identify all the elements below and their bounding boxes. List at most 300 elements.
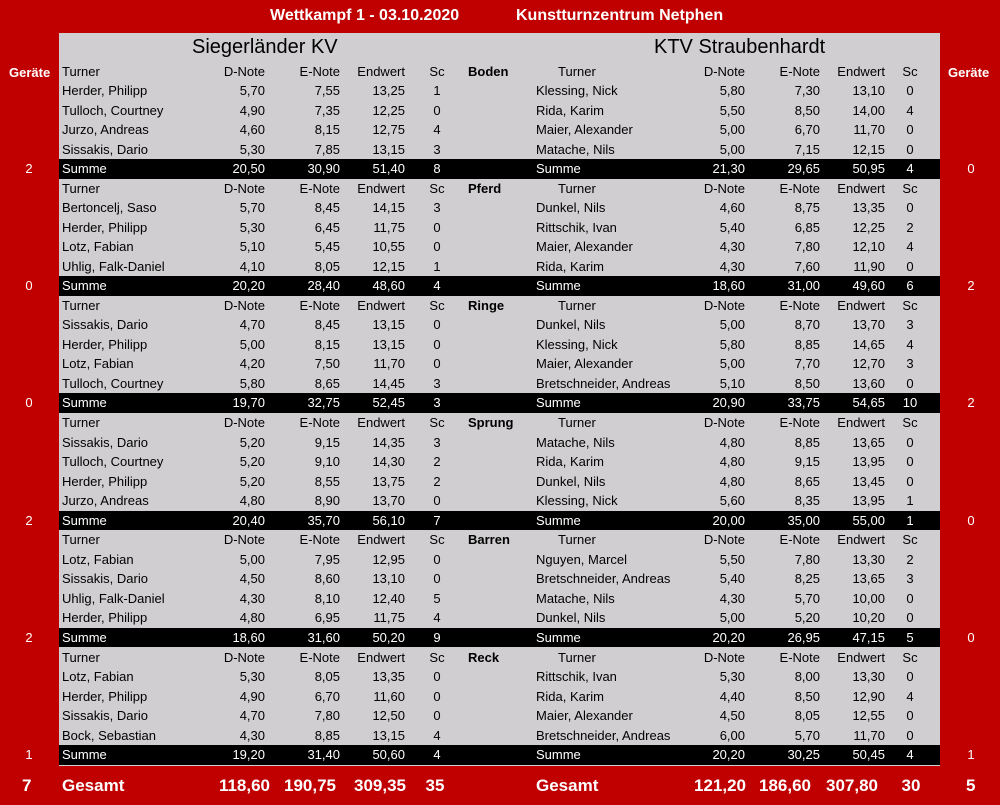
apparatus-points-right: 0 — [967, 161, 975, 176]
sc-right: 4 — [906, 336, 914, 352]
sc-left: 0 — [433, 102, 441, 118]
gymnast-row — [59, 550, 940, 570]
col-turner-left: Turner — [62, 649, 100, 665]
dnote-right: 5,00 — [719, 356, 745, 372]
gymnast-name-right: Matache, Nils — [536, 590, 615, 606]
apparatus-points-right: 2 — [967, 278, 975, 294]
enote-right: 8,25 — [794, 571, 820, 587]
enote-right: 6,70 — [794, 122, 820, 137]
gymnast-name-right: Bretschneider, Andreas — [536, 571, 671, 587]
gymnast-name-left: Jurzo, Andreas — [62, 122, 149, 137]
gymnast-name-left: Lotz, Fabian — [62, 551, 134, 567]
endwert-right: 12,15 — [852, 141, 885, 157]
apparatus-points-right: 2 — [967, 395, 975, 411]
sc-left: 0 — [433, 551, 441, 567]
dnote-left: 4,20 — [239, 356, 265, 372]
col-dnote-left: D-Note — [223, 63, 265, 79]
sc-right: 3 — [906, 356, 914, 372]
endwert-left: 12,95 — [372, 551, 405, 567]
sc-right: 0 — [906, 669, 914, 684]
gymnast-name-right: Matache, Nils — [536, 434, 615, 450]
sc-left: 0 — [433, 239, 441, 255]
gymnast-row — [59, 706, 940, 726]
sc-right: 2 — [906, 219, 914, 235]
endwert-right: 13,35 — [852, 200, 885, 216]
endwert-left: 12,15 — [372, 258, 405, 274]
gymnast-name-left: Lotz, Fabian — [62, 669, 134, 684]
sc-right: 0 — [906, 708, 914, 723]
dnote-right: 4,30 — [719, 239, 745, 255]
sc-left: 3 — [433, 200, 441, 216]
col-sc-right: Sc — [902, 532, 918, 548]
enote-right: 7,60 — [794, 258, 820, 274]
col-turner-right: Turner — [558, 63, 596, 79]
apparatus-name: Reck — [468, 649, 500, 665]
gymnast-name-left: Herder, Philipp — [62, 83, 148, 98]
gymnast-name-left: Herder, Philipp — [62, 219, 148, 235]
col-dnote-right: D-Note — [703, 649, 745, 665]
gymnast-name-right: Rittschik, Ivan — [536, 219, 617, 235]
dnote-left: 5,30 — [239, 669, 265, 684]
apparatus-points-right: 1 — [967, 747, 975, 762]
gymnast-name-left: Lotz, Fabian — [62, 356, 134, 372]
gymnast-name-left: Uhlig, Falk-Daniel — [62, 590, 165, 606]
apparatus-name: Barren — [468, 532, 510, 548]
col-endwert-left: Endwert — [357, 649, 405, 665]
sc-left: 0 — [433, 708, 441, 723]
dnote-left: 4,10 — [239, 258, 265, 274]
dnote-right: 5,00 — [719, 610, 745, 626]
gymnast-row — [59, 726, 940, 746]
gymnast-name-left: Bertoncelj, Saso — [62, 200, 157, 216]
col-sc-left: Sc — [429, 63, 445, 79]
gymnast-name-left: Sissakis, Dario — [62, 571, 148, 587]
endwert-left: 13,15 — [372, 336, 405, 352]
total-left-sc: 35 — [425, 776, 445, 795]
gymnast-name-right: Klessing, Nick — [536, 83, 618, 98]
endwert-left: 13,15 — [372, 317, 405, 333]
enote-right: 8,65 — [794, 473, 820, 489]
col-enote-left: E-Note — [299, 63, 340, 79]
sc-right: 0 — [906, 473, 914, 489]
dnote-left: 5,20 — [239, 454, 265, 470]
enote-right: 8,85 — [794, 434, 820, 450]
gymnast-name-left: Herder, Philipp — [62, 688, 148, 704]
endwert-left: 12,25 — [372, 102, 405, 118]
col-dnote-right: D-Note — [703, 180, 745, 196]
dnote-left: 5,70 — [239, 83, 265, 98]
enote-right: 5,70 — [794, 727, 820, 743]
endwert-right: 13,10 — [852, 83, 885, 98]
enote-left: 9,15 — [314, 434, 340, 450]
col-dnote-left: D-Note — [223, 415, 265, 431]
col-dnote-right: D-Note — [703, 297, 745, 313]
enote-left: 8,45 — [314, 200, 340, 216]
sum-endwert-left: 56,10 — [372, 512, 405, 528]
col-turner-left: Turner — [62, 415, 100, 431]
column-header-row — [59, 296, 940, 316]
sum-dnote-left: 18,60 — [232, 629, 265, 645]
enote-left: 8,55 — [314, 473, 340, 489]
gymnast-name-right: Maier, Alexander — [536, 239, 633, 255]
apparatus-points-left: 1 — [25, 747, 33, 762]
enote-right: 7,80 — [794, 239, 820, 255]
total-right-sc: 30 — [901, 776, 921, 795]
dnote-right: 4,30 — [719, 258, 745, 274]
gymnast-name-right: Dunkel, Nils — [536, 610, 606, 626]
dnote-left: 5,00 — [239, 336, 265, 352]
enote-left: 6,95 — [314, 610, 340, 626]
sum-dnote-right: 20,90 — [712, 395, 745, 411]
sum-endwert-right: 55,00 — [852, 512, 885, 528]
endwert-left: 13,35 — [372, 669, 405, 684]
dnote-right: 5,40 — [719, 571, 745, 587]
endwert-left: 14,30 — [372, 454, 405, 470]
col-sc-right: Sc — [902, 649, 918, 665]
dnote-right: 5,80 — [719, 83, 745, 98]
sc-right: 0 — [906, 590, 914, 606]
enote-right: 8,00 — [794, 669, 820, 684]
endwert-left: 12,75 — [372, 122, 405, 137]
col-turner-right: Turner — [558, 415, 596, 431]
sum-enote-left: 35,70 — [307, 512, 340, 528]
sc-right: 0 — [906, 434, 914, 450]
gymnast-name-right: Nguyen, Marcel — [536, 551, 628, 567]
col-endwert-right: Endwert — [837, 63, 885, 79]
dnote-left: 4,50 — [239, 571, 265, 587]
endwert-right: 13,70 — [852, 317, 885, 333]
sc-left: 1 — [433, 83, 441, 98]
endwert-right: 13,95 — [852, 493, 885, 509]
column-header-row — [59, 648, 940, 668]
column-header-row — [59, 530, 940, 550]
dnote-right: 5,60 — [719, 493, 745, 509]
sum-dnote-right: 21,30 — [712, 161, 745, 176]
dnote-right: 4,80 — [719, 454, 745, 470]
col-turner-right: Turner — [558, 180, 596, 196]
dnote-right: 4,40 — [719, 688, 745, 704]
col-endwert-left: Endwert — [357, 180, 405, 196]
gymnast-name-right: Matache, Nils — [536, 141, 615, 157]
dnote-left: 5,00 — [239, 551, 265, 567]
col-enote-right: E-Note — [779, 180, 820, 196]
enote-right: 8,85 — [794, 336, 820, 352]
endwert-left: 13,70 — [372, 493, 405, 509]
sum-row — [59, 393, 940, 413]
endwert-left: 13,25 — [372, 83, 405, 98]
endwert-left: 14,45 — [372, 375, 405, 391]
sc-left: 3 — [433, 375, 441, 391]
col-endwert-right: Endwert — [837, 415, 885, 431]
total-right-e: 186,60 — [759, 776, 811, 795]
sum-dnote-right: 20,20 — [712, 747, 745, 762]
enote-left: 7,80 — [314, 708, 340, 723]
gymnast-name-right: Maier, Alexander — [536, 356, 633, 372]
col-enote-right: E-Note — [779, 649, 820, 665]
gymnast-name-left: Herder, Philipp — [62, 473, 148, 489]
endwert-right: 12,10 — [852, 239, 885, 255]
apparatus-points-right: 0 — [967, 629, 975, 645]
enote-left: 8,10 — [314, 590, 340, 606]
gymnast-row — [59, 101, 940, 121]
enote-left: 6,70 — [314, 688, 340, 704]
col-sc-left: Sc — [429, 297, 445, 313]
col-enote-left: E-Note — [299, 532, 340, 548]
enote-right: 8,50 — [794, 102, 820, 118]
sum-enote-right: 29,65 — [787, 161, 820, 176]
gymnast-name-right: Bretschneider, Andreas — [536, 727, 671, 743]
sum-enote-left: 31,60 — [307, 629, 340, 645]
sum-sc-left: 7 — [433, 512, 441, 528]
gymnast-name-right: Klessing, Nick — [536, 493, 618, 509]
dnote-left: 4,60 — [239, 122, 265, 137]
dnote-right: 5,50 — [719, 102, 745, 118]
dnote-right: 5,80 — [719, 336, 745, 352]
sum-endwert-right: 47,15 — [852, 629, 885, 645]
dnote-left: 4,90 — [239, 102, 265, 118]
gymnast-row — [59, 81, 940, 101]
column-header-row — [59, 62, 940, 82]
col-turner-right: Turner — [558, 532, 596, 548]
sum-enote-left: 28,40 — [307, 278, 340, 294]
column-header-row — [59, 413, 940, 433]
endwert-left: 14,15 — [372, 200, 405, 216]
sc-left: 4 — [433, 122, 441, 137]
endwert-right: 11,70 — [853, 122, 885, 137]
dnote-left: 4,30 — [239, 727, 265, 743]
dnote-left: 4,80 — [239, 610, 265, 626]
dnote-right: 5,00 — [719, 141, 745, 157]
enote-left: 8,45 — [314, 317, 340, 333]
endwert-left: 13,75 — [372, 473, 405, 489]
gymnast-name-left: Lotz, Fabian — [62, 239, 134, 255]
gymnast-name-right: Maier, Alexander — [536, 122, 633, 137]
gymnast-name-right: Rida, Karim — [536, 102, 604, 118]
apparatus-points-left: 2 — [25, 512, 33, 528]
gymnast-name-right: Dunkel, Nils — [536, 473, 606, 489]
endwert-left: 12,50 — [372, 708, 405, 723]
col-enote-left: E-Note — [299, 415, 340, 431]
sum-endwert-right: 50,45 — [852, 747, 885, 762]
gymnast-name-left: Sissakis, Dario — [62, 434, 148, 450]
col-enote-left: E-Note — [299, 297, 340, 313]
enote-left: 7,55 — [314, 83, 340, 98]
endwert-right: 12,25 — [852, 219, 885, 235]
dnote-right: 4,30 — [719, 590, 745, 606]
apparatus-name: Sprung — [468, 415, 514, 431]
col-dnote-left: D-Note — [223, 297, 265, 313]
dnote-right: 4,80 — [719, 473, 745, 489]
enote-left: 8,85 — [314, 727, 340, 743]
sum-label-left: Summe — [62, 161, 107, 176]
gymnast-name-left: Tulloch, Courtney — [62, 454, 164, 470]
dnote-left: 5,30 — [239, 219, 265, 235]
col-dnote-left: D-Note — [223, 649, 265, 665]
endwert-right: 13,30 — [852, 551, 885, 567]
gymnast-name-right: Rittschik, Ivan — [536, 669, 617, 684]
endwert-right: 13,95 — [852, 454, 885, 470]
col-turner-left: Turner — [62, 297, 100, 313]
enote-left: 8,15 — [314, 336, 340, 352]
endwert-right: 11,70 — [853, 727, 885, 743]
col-turner-left: Turner — [62, 180, 100, 196]
total-label-left: Gesamt — [62, 776, 125, 795]
header-bar — [0, 0, 1000, 33]
apparatus-points-left: 0 — [25, 395, 33, 411]
sc-right: 0 — [906, 83, 914, 98]
gymnast-name-right: Dunkel, Nils — [536, 200, 606, 216]
sum-endwert-left: 52,45 — [372, 395, 405, 411]
sum-endwert-right: 54,65 — [852, 395, 885, 411]
col-enote-right: E-Note — [779, 415, 820, 431]
sc-right: 0 — [906, 141, 914, 157]
dnote-left: 4,80 — [239, 493, 265, 509]
enote-right: 5,70 — [794, 590, 820, 606]
sum-sc-right: 1 — [906, 512, 914, 528]
col-turner-right: Turner — [558, 649, 596, 665]
apparatus-points-left: 2 — [25, 629, 33, 645]
col-sc-right: Sc — [902, 180, 918, 196]
col-dnote-right: D-Note — [703, 63, 745, 79]
sum-row — [59, 511, 940, 531]
sum-endwert-right: 49,60 — [852, 278, 885, 294]
gymnast-name-right: Bretschneider, Andreas — [536, 375, 671, 391]
sc-left: 0 — [433, 336, 441, 352]
gymnast-row — [59, 452, 940, 472]
apparatus-name: Ringe — [468, 297, 505, 313]
enote-right: 7,80 — [794, 551, 820, 567]
sc-left: 0 — [433, 688, 441, 704]
total-right-d: 121,20 — [694, 776, 746, 795]
sum-row — [59, 628, 940, 648]
dnote-right: 4,50 — [719, 708, 745, 723]
sum-enote-right: 35,00 — [787, 512, 820, 528]
total-right-end: 307,80 — [826, 776, 878, 795]
col-enote-right: E-Note — [779, 63, 820, 79]
gymnast-row — [59, 335, 940, 355]
gymnast-row — [59, 140, 940, 160]
gymnast-row — [59, 120, 940, 140]
sum-sc-left: 9 — [433, 629, 441, 645]
sum-dnote-left: 20,50 — [232, 161, 265, 176]
sum-endwert-left: 50,60 — [372, 747, 405, 762]
sum-label-right: Summe — [536, 161, 581, 176]
col-sc-right: Sc — [902, 63, 918, 79]
sc-left: 3 — [433, 434, 441, 450]
sum-label-left: Summe — [62, 629, 107, 645]
gymnast-row — [59, 237, 940, 257]
sum-sc-left: 8 — [433, 161, 441, 176]
endwert-left: 12,40 — [372, 590, 405, 606]
gymnast-name-right: Rida, Karim — [536, 688, 604, 704]
col-sc-left: Sc — [429, 649, 445, 665]
col-endwert-right: Endwert — [837, 532, 885, 548]
col-turner-right: Turner — [558, 297, 596, 313]
gymnast-name-right: Klessing, Nick — [536, 336, 618, 352]
col-endwert-left: Endwert — [357, 297, 405, 313]
sum-sc-right: 4 — [906, 747, 914, 762]
sum-enote-right: 33,75 — [787, 395, 820, 411]
geraete-label-left: Geräte — [9, 65, 51, 80]
col-enote-left: E-Note — [299, 649, 340, 665]
gymnast-name-left: Bock, Sebastian — [62, 727, 156, 743]
endwert-right: 14,65 — [852, 336, 885, 352]
dnote-left: 5,20 — [239, 434, 265, 450]
endwert-left: 11,75 — [373, 610, 405, 626]
sum-label-right: Summe — [536, 629, 581, 645]
gymnast-name-left: Uhlig, Falk-Daniel — [62, 258, 165, 274]
col-sc-left: Sc — [429, 415, 445, 431]
col-turner-left: Turner — [62, 63, 100, 79]
enote-right: 5,20 — [794, 610, 820, 626]
sum-label-right: Summe — [536, 747, 581, 762]
col-sc-right: Sc — [902, 415, 918, 431]
sum-dnote-right: 20,00 — [712, 512, 745, 528]
sc-left: 0 — [433, 571, 441, 587]
gymnast-name-right: Maier, Alexander — [536, 708, 633, 723]
enote-left: 7,50 — [314, 356, 340, 372]
col-sc-left: Sc — [429, 180, 445, 196]
endwert-right: 10,00 — [852, 590, 885, 606]
sum-sc-right: 5 — [906, 629, 914, 645]
col-dnote-right: D-Note — [703, 532, 745, 548]
sc-right: 3 — [906, 571, 914, 587]
venue-title: Kunstturnzentrum Netphen — [516, 7, 724, 24]
sum-row — [59, 745, 940, 765]
dnote-right: 5,30 — [719, 669, 745, 684]
enote-right: 8,05 — [794, 708, 820, 723]
endwert-left: 14,35 — [372, 434, 405, 450]
sc-right: 4 — [906, 688, 914, 704]
column-header-row — [59, 179, 940, 199]
gymnast-row — [59, 198, 940, 218]
gymnast-row — [59, 589, 940, 609]
enote-left: 8,60 — [314, 571, 340, 587]
total-left-e: 190,75 — [284, 776, 336, 795]
sum-label-right: Summe — [536, 278, 581, 294]
sum-sc-left: 3 — [433, 395, 441, 411]
col-enote-right: E-Note — [779, 532, 820, 548]
enote-left: 6,45 — [314, 219, 340, 235]
gymnast-row — [59, 433, 940, 453]
sum-dnote-right: 18,60 — [712, 278, 745, 294]
sc-right: 0 — [906, 375, 914, 391]
sum-dnote-left: 20,20 — [232, 278, 265, 294]
gymnast-row — [59, 491, 940, 511]
total-row — [0, 766, 1000, 805]
enote-left: 7,95 — [314, 551, 340, 567]
gymnast-name-left: Jurzo, Andreas — [62, 493, 149, 509]
sc-right: 0 — [906, 727, 914, 743]
sum-endwert-left: 51,40 — [372, 161, 405, 176]
sc-right: 0 — [906, 610, 914, 626]
sum-sc-right: 4 — [906, 161, 914, 176]
dnote-left: 5,70 — [239, 200, 265, 216]
enote-right: 8,35 — [794, 493, 820, 509]
gymnast-name-left: Herder, Philipp — [62, 610, 148, 626]
enote-left: 8,90 — [314, 493, 340, 509]
sum-sc-left: 4 — [433, 747, 441, 762]
enote-right: 7,15 — [794, 141, 820, 157]
sc-right: 4 — [906, 239, 914, 255]
apparatus-points-left: 2 — [25, 161, 33, 176]
apparatus-name: Pferd — [468, 180, 502, 196]
dnote-right: 5,00 — [719, 317, 745, 333]
endwert-right: 12,90 — [852, 688, 885, 704]
dnote-right: 6,00 — [719, 727, 745, 743]
dnote-left: 5,30 — [239, 141, 265, 157]
sum-enote-right: 26,95 — [787, 629, 820, 645]
